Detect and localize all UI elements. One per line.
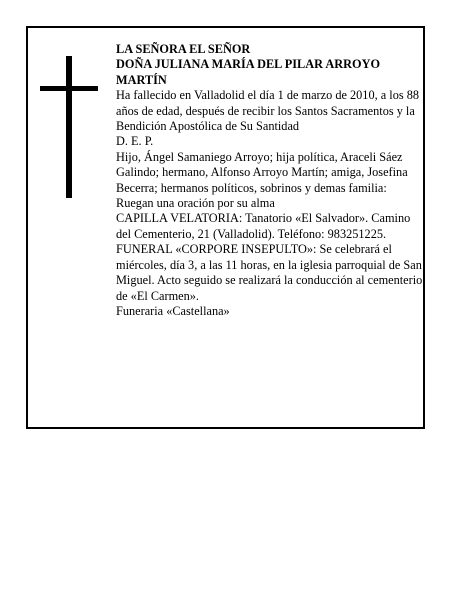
notice-body bbox=[116, 42, 426, 319]
family-list: Hijo, Ángel Samaniego Arroyo; hija política, Araceli Sáez Galindo; hermano, Alfonso Arroyo Martín; amiga, Josefina Becerra; hermanos políticos, sobrinos y demas familia: bbox=[116, 149, 408, 195]
chapel-info: CAPILLA VELATORIA: Tanatorio «El Salvador». Camino del Cementerio, 21 (Valladolid). Teléfono: 983251225. bbox=[116, 211, 411, 241]
prayer-request: Ruegan una oración por su alma bbox=[116, 196, 275, 211]
notice-header-line: LA SEÑORA EL SEÑOR bbox=[116, 42, 251, 56]
death-statement: Ha fallecido en Valladolid el día 1 de marzo de 2010, a los 88 años de edad, después de recibir los Santos Sacramentos y la Bendición Apostólica de Su Santidad bbox=[116, 88, 420, 134]
funeral-home: Funeraria «Castellana» bbox=[116, 303, 230, 318]
cross-vertical-bar bbox=[66, 56, 72, 198]
cross-horizontal-bar bbox=[40, 86, 98, 91]
cross-icon bbox=[40, 56, 98, 198]
funeral-info: FUNERAL «CORPORE INSEPULTO»: Se celebrará el miércoles, día 3, a las 11 horas, en la iglesia parroquial de San Miguel. Acto seguido se realizará la conducción al cementerio de «El Carmen». bbox=[116, 242, 423, 303]
obituary-notice bbox=[26, 26, 425, 429]
rip-line: D. E. P. bbox=[116, 134, 154, 149]
deceased-name: DOÑA JULIANA MARÍA DEL PILAR ARROYO MARTÍN bbox=[116, 57, 381, 87]
